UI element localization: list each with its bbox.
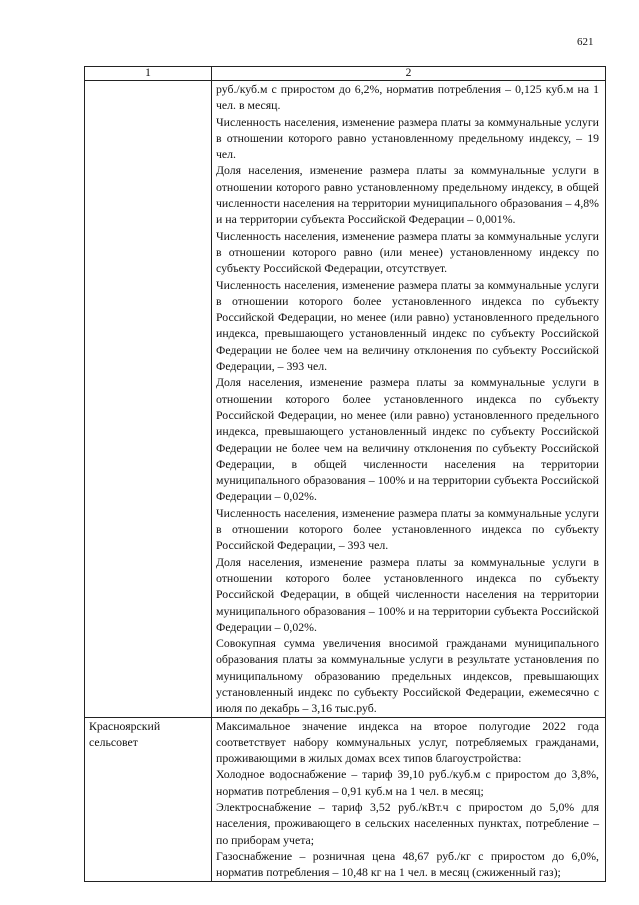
municipality-cell [85,81,212,718]
municipality-cell: Красноярский сельсовет [85,717,212,881]
paragraph: Электроснабжение – тариф 3,52 руб./кВт.ч с приростом до 5,0% для населения, проживающего в сельских населенных пунктах, потребление – по приборам учета; [216,800,599,847]
paragraph: Совокупная сумма увеличения вносимой гражданами муниципального образования платы за коммунальные услуги в результате установления по муниципальному образованию предельных индексов, превышающих установленный индекс по субъекту Российской Федерации, ежемесячно с июля по декабрь – 3,16 тыс.руб. [216,636,599,716]
paragraph: Численность населения, изменение размера платы за коммунальные услуги в отношении которого равно установленному предельному индексу, – 19 чел. [216,114,599,162]
page-number: 621 [577,36,594,48]
paragraph: Максимальное значение индекса на второе полугодие 2022 года соответствует набору коммунальных услуг, потребляемых гражданами, проживающими в жилых домах всех типов благоустройства: [216,718,599,766]
table-header-row [85,67,606,81]
paragraph: Доля населения, изменение размера платы за коммунальные услуги в отношении которого более установленного индекса по субъекту Российской Федерации, но менее (или равно) установленного предельного индекса, превышающего установленный индекс по субъекту Российской Федерации не более чем на величину отклонения по субъекту Российской Федерации, в общей численности населения на территории муниципального образования – 100% и на территории субъекта Российской Федерации – 0,02%. [216,375,599,504]
table-row [85,717,606,881]
paragraph: Доля населения, изменение размера платы за коммунальные услуги в отношении которого равно установленному предельному индексу, в общей численности населения на территории муниципального образования – 4,8% и на территории субъекта Российской Федерации – 0,001%. [216,163,599,227]
description-cell [212,81,606,718]
description-cell [212,717,606,881]
column-header-1: 1 [85,67,212,81]
paragraph: Численность населения, изменение размера платы за коммунальные услуги в отношении которого более установленного индекса по субъекту Российской Федерации, но менее (или равно) установленного предельного индекса, превышающего установленный индекс по субъекту Российской Федерации не более чем на величину отклонения по субъекту Российской Федерации, – 393 чел. [216,277,599,374]
paragraph: руб./куб.м с приростом до 6,2%, норматив потребления – 0,125 куб.м на 1 чел. в месяц. [216,82,599,113]
paragraph: Численность населения, изменение размера платы за коммунальные услуги в отношении которого равно (или менее) установленному индексу по субъекту Российской Федерации, отсутствует. [216,228,599,276]
document-table [84,66,606,882]
paragraph: Холодное водоснабжение – тариф 39,10 руб./куб.м с приростом до 3,8%, норматив потребления – 0,91 куб.м на 1 чел. в месяц; [216,767,599,798]
table-row [85,81,606,718]
paragraph: Газоснабжение – розничная цена 48,67 руб./кг с приростом до 6,0%, норматив потребления – 10,48 кг на 1 чел. в месяц (сжиженный газ); [216,848,599,880]
paragraph: Доля населения, изменение размера платы за коммунальные услуги в отношении которого более установленного индекса по субъекту Российской Федерации, в общей численности населения на территории муниципального образования – 100% и на территории субъекта Российской Федерации – 0,02%. [216,554,599,634]
paragraph: Численность населения, изменение размера платы за коммунальные услуги в отношении которого более установленного индекса по субъекту Российской Федерации, – 393 чел. [216,505,599,553]
column-header-2: 2 [212,67,606,81]
